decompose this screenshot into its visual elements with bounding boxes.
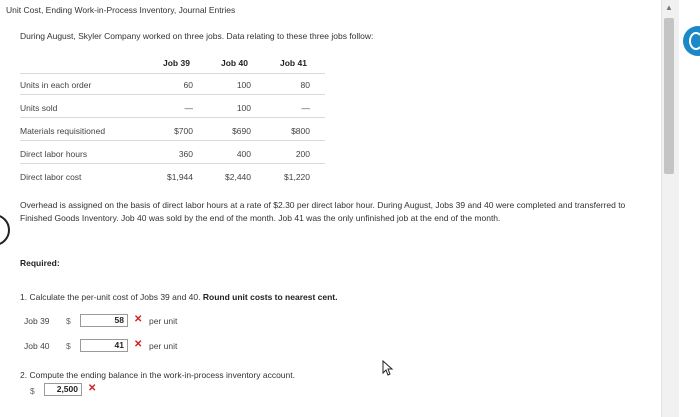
question-1-instruction: Round unit costs to nearest cent. bbox=[202, 292, 338, 302]
cell-hours-job-40: 400 bbox=[236, 149, 251, 159]
per-unit-label: per unit bbox=[149, 316, 178, 326]
incorrect-mark-icon: ✕ bbox=[134, 314, 143, 325]
currency-symbol: $ bbox=[30, 386, 35, 396]
col-header-job-39: Job 39 bbox=[163, 58, 190, 68]
cell-cost-job-40: $2,440 bbox=[225, 172, 251, 182]
scrollbar-thumb[interactable] bbox=[664, 18, 674, 174]
incorrect-mark-icon: ✕ bbox=[88, 383, 97, 394]
cell-sold-job-39: — bbox=[184, 103, 193, 113]
cell-materials-job-40: $690 bbox=[232, 126, 251, 136]
row-label-units-in-order: Units in each order bbox=[20, 80, 92, 90]
row-label-labor-cost: Direct labor cost bbox=[20, 172, 82, 182]
table-divider bbox=[20, 73, 325, 74]
side-action-icon bbox=[689, 32, 700, 50]
wip-ending-balance-input[interactable]: 2,500 bbox=[44, 383, 82, 396]
cell-cost-job-39: $1,944 bbox=[167, 172, 193, 182]
row-label-labor-hours: Direct labor hours bbox=[20, 149, 88, 159]
currency-symbol: $ bbox=[66, 316, 71, 326]
cell-sold-job-40: 100 bbox=[236, 103, 251, 113]
scroll-up-arrow-icon[interactable]: ▲ bbox=[665, 3, 673, 12]
problem-paragraph: Overhead is assigned on the basis of direct labor hours at a rate of $2.30 per direct labor hour. During August, Jobs 39 and 40 were completed and transferred to Finished Goods Inventory. Job 40 was sold by the end of the month. Job 41 was the only unfinished job at the end of the month. bbox=[20, 200, 626, 223]
cell-materials-job-41: $800 bbox=[291, 126, 310, 136]
page-title: Unit Cost, Ending Work-in-Process Inventory, Journal Entries bbox=[6, 5, 236, 15]
answer-label-job-39: Job 39 bbox=[24, 316, 50, 326]
per-unit-label: per unit bbox=[149, 341, 178, 351]
question-1 bbox=[20, 292, 338, 302]
cell-cost-job-41: $1,220 bbox=[284, 172, 310, 182]
row-divider bbox=[20, 94, 325, 95]
job-40-unit-cost-input[interactable]: 41 bbox=[80, 339, 128, 352]
row-divider bbox=[20, 117, 325, 118]
circle-outline-icon bbox=[0, 214, 10, 246]
row-divider bbox=[20, 140, 325, 141]
row-divider bbox=[20, 163, 325, 164]
currency-symbol: $ bbox=[66, 341, 71, 351]
intro-text: During August, Skyler Company worked on three jobs. Data relating to these three jobs follow: bbox=[20, 31, 374, 41]
required-label: Required: bbox=[20, 258, 60, 268]
col-header-job-40: Job 40 bbox=[221, 58, 248, 68]
job-39-unit-cost-input[interactable]: 58 bbox=[80, 314, 128, 327]
cell-hours-job-39: 360 bbox=[178, 149, 193, 159]
answer-label-job-40: Job 40 bbox=[24, 341, 50, 351]
row-label-materials: Materials requisitioned bbox=[20, 126, 106, 136]
row-label-units-sold: Units sold bbox=[20, 103, 58, 113]
cell-units-job-41: 80 bbox=[300, 80, 310, 90]
cursor-icon bbox=[382, 360, 394, 376]
question-2-text: 2. Compute the ending balance in the work-in-process inventory account. bbox=[20, 370, 295, 380]
incorrect-mark-icon: ✕ bbox=[134, 339, 143, 350]
cell-sold-job-41: — bbox=[301, 103, 310, 113]
question-1-text: 1. Calculate the per-unit cost of Jobs 39 and 40. bbox=[20, 292, 201, 302]
cell-materials-job-39: $700 bbox=[174, 126, 193, 136]
cell-units-job-39: 60 bbox=[183, 80, 193, 90]
cell-units-job-40: 100 bbox=[236, 80, 251, 90]
col-header-job-41: Job 41 bbox=[280, 58, 307, 68]
cell-hours-job-41: 200 bbox=[295, 149, 310, 159]
